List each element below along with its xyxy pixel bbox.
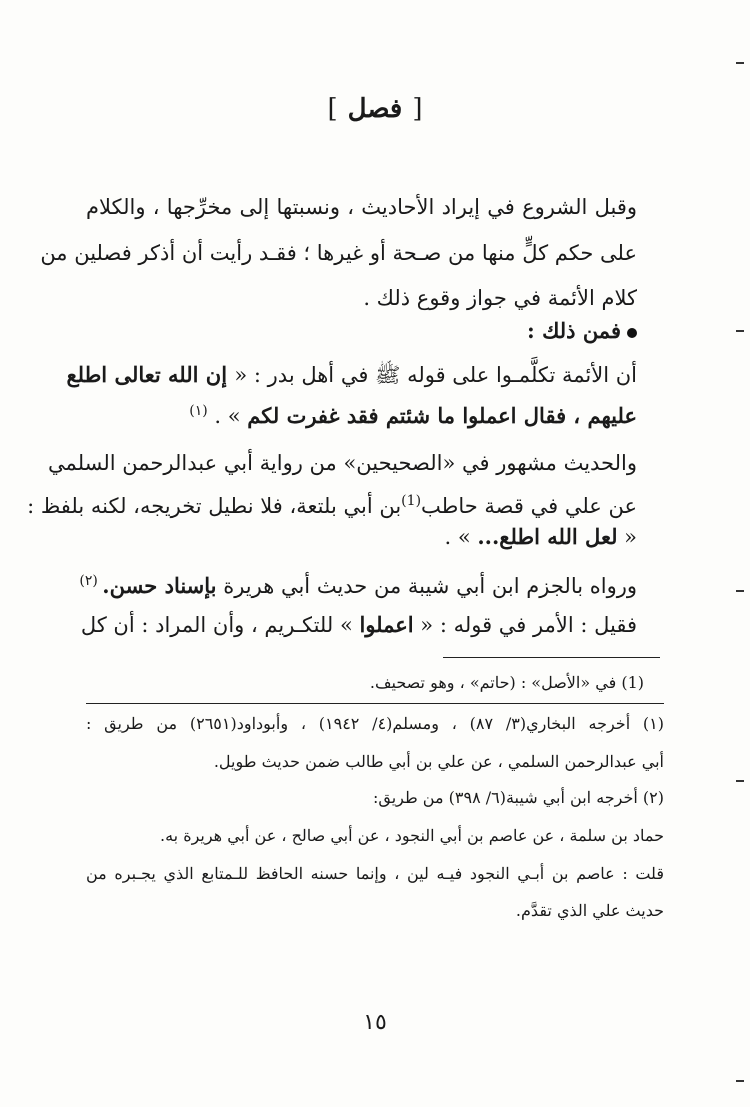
bullet-icon (627, 328, 637, 338)
text-run: ورواه بالجزم ابن أبي شيبة من حديث أبي هريرة (216, 574, 637, 598)
paragraph-line (66, 360, 637, 390)
footnote-rule (443, 657, 660, 658)
hadith-quote: عليهم ، فقال اعملوا ما شئتم فقد غفرت لكم (247, 403, 637, 428)
heading-bracket-close: ] (327, 94, 338, 124)
footnote-ref: (1) (401, 493, 422, 509)
footnote-line: حماد بن سلمة ، عن عاصم بن أبي النجود ، عن أبي صالح ، عن أبي هريرة به. (159, 826, 664, 845)
paragraph-line: وقبل الشروع في إيراد الأحاديث ، ونسبتها إلى مخرِّجها ، والكلام (86, 195, 637, 219)
footnote-line: أبي عبدالرحمن السلمي ، عن علي بن أبي طالب ضمن حديث طويل. (213, 752, 664, 771)
text-run: أن الأئمة تكلَّمـوا على قوله ﷺ في أهل بدر : « (234, 363, 637, 387)
paragraph-line (79, 566, 637, 601)
quoted-word: اعملوا (359, 612, 414, 637)
text-run: » . (444, 525, 478, 549)
heading-bracket-open: [ (412, 94, 423, 124)
hadith-quote: لعل الله اطلع... (477, 524, 618, 549)
text-run: « (617, 525, 637, 549)
footnote-ref: (٢) (79, 573, 103, 589)
section-heading (0, 94, 750, 124)
paragraph-line: كلام الأئمة في جواز وقوع ذلك . (363, 286, 637, 310)
footnote-rule (86, 703, 664, 704)
footnote-line: (1) في «الأصل» : (حاتم» ، وهو تصحيف. (369, 673, 644, 692)
paragraph-line: على حكم كلٍّ منها من صـحة أو غيرها ؛ فقـد رأيت أن أذكر فصلين من (40, 241, 637, 265)
paragraph-line (86, 396, 637, 431)
text-run: بن أبي بلتعة، فلا نطيل تخريجه، لكنه بلفظ : (27, 494, 402, 518)
paragraph-line (80, 610, 637, 640)
text-run: فقيل : الأمر في قوله : « (413, 613, 637, 637)
footnote-line: حديث علي الذي تقدَّم. (515, 901, 664, 920)
footnote-line: (١) أخرجه البخاري(٣/ ٨٧) ، ومسلم(٤/ ١٩٤٢) ، وأبوداود(٢٦٥١) من طريق : (86, 714, 665, 733)
heading-title: فصل (347, 94, 403, 124)
bullet-label: فمن ذلك : (527, 318, 621, 343)
text-run: » للتكـريم ، وأن المراد : أن كل (80, 613, 360, 637)
edge-mark (736, 330, 744, 332)
paragraph-line (27, 486, 637, 521)
paragraph-line: والحديث مشهور في «الصحيحين» من رواية أبي عبدالرحمن السلمي (48, 451, 637, 475)
page-number: ١٥ (363, 1010, 387, 1035)
edge-mark (736, 590, 744, 592)
text-run: عن علي في قصة حاطب (421, 494, 637, 518)
footnote-line: قلت : عاصم بن أبـي النجود فيـه لين ، وإنما حسنه الحافظ للـمتابع الذي يجـبره من (86, 864, 664, 883)
footnote-ref: (١) (189, 403, 208, 419)
edge-mark (736, 780, 744, 782)
hadith-quote: إن الله تعالى اطلع (66, 362, 235, 387)
paragraph-line (86, 522, 637, 552)
edge-mark (736, 1080, 744, 1082)
footnote-line: (٢) أخرجه ابن أبي شيبة(٦/ ٣٩٨) من طريق: (372, 788, 664, 807)
grading-text: بإسناد حسن. (102, 573, 217, 598)
bullet-item (86, 316, 637, 346)
edge-mark (736, 62, 744, 64)
text-run: » . (207, 404, 248, 428)
